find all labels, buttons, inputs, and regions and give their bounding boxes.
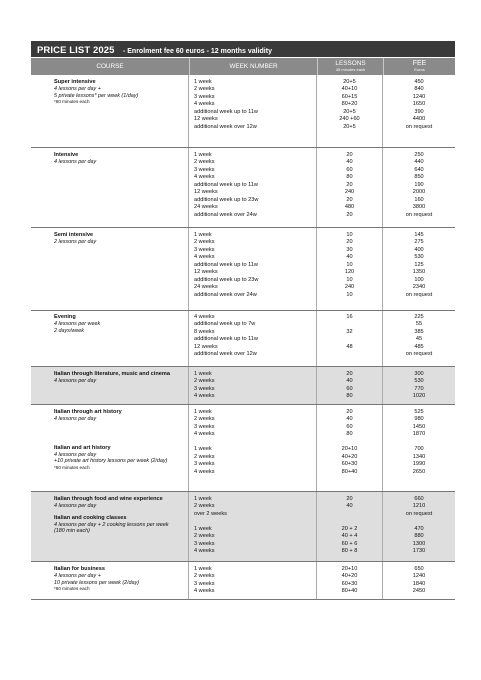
lessons-count: 40 (346, 378, 353, 385)
course-block (31, 148, 455, 228)
course-block (31, 228, 455, 311)
fee-amount: 300 (414, 371, 424, 377)
fee-amount: on request (405, 291, 433, 298)
course-name: Intensive (54, 152, 79, 158)
fee-amount (383, 439, 455, 446)
course-block (31, 492, 455, 562)
lessons-count: 60+30 (341, 461, 358, 468)
page-subtitle: - Enrolment fee 60 euros - 12 months validity (122, 48, 272, 55)
lessons-count: 20 (346, 409, 353, 415)
course-cell (31, 228, 189, 310)
week-number: 2 weeks (194, 416, 215, 423)
lessons-count: 20 (346, 239, 353, 246)
week-number: 4 weeks (194, 468, 215, 475)
lessons-count (317, 518, 382, 525)
fee-amount: 275 (414, 239, 424, 246)
lessons-count: 40 (346, 416, 353, 423)
fee-amount: 980 (414, 416, 424, 423)
week-number: 12 weeks (194, 269, 218, 276)
course-detail: 4 lessons per day (54, 416, 97, 422)
header-lessons (317, 58, 383, 75)
course-description (54, 496, 188, 510)
course-description (54, 566, 188, 592)
lessons-count: 60 (346, 423, 353, 430)
lessons-count: 20+5 (343, 79, 356, 85)
course-cell (31, 405, 189, 491)
course-note: *60 minutes each (54, 586, 90, 592)
week-number-cell (189, 405, 317, 491)
course-detail: (180 min each) (54, 528, 90, 535)
course-description (54, 409, 188, 423)
course-detail: 2 days/week (54, 327, 84, 334)
fee-amount: 700 (414, 446, 424, 453)
lessons-count (317, 511, 382, 518)
week-number: 4 weeks (194, 588, 215, 595)
fee-amount: on request (405, 351, 433, 358)
fee-amount: 1240 (412, 93, 426, 100)
lessons-count: 40 (346, 254, 353, 261)
week-number: additional week up to 23w (194, 196, 259, 203)
week-number: 24 weeks (194, 204, 218, 211)
course-detail: 10 private lessons per week (2/day) (54, 579, 140, 586)
fee-amount: 470 (414, 525, 424, 532)
lessons-count: 20 (346, 211, 353, 218)
lessons-count (317, 351, 382, 358)
fee-amount: 160 (414, 196, 424, 203)
fee-amount: 45 (415, 336, 423, 343)
lessons-count: 20 (346, 496, 353, 502)
course-detail: 4 lessons per week (54, 321, 101, 327)
week-number: 3 weeks (194, 166, 215, 173)
fee-amount: on request (405, 123, 433, 130)
lessons-count: 240 (344, 189, 355, 196)
lessons-cell (317, 311, 383, 366)
week-number: 24 weeks (194, 284, 218, 291)
week-number: 3 weeks (194, 385, 215, 392)
course-name: Italian for business (54, 566, 105, 572)
week-number: 3 weeks (194, 580, 215, 587)
week-number: 3 weeks (194, 461, 215, 468)
course-detail: 4 lessons per day (54, 159, 97, 165)
course-description (54, 152, 188, 166)
week-number: 1 week (194, 232, 212, 238)
fee-cell (383, 367, 455, 404)
lessons-count (317, 321, 382, 328)
fee-amount: 1450 (412, 423, 426, 430)
lessons-count: 10 (346, 291, 353, 298)
week-number: 12 weeks (194, 189, 218, 196)
fee-amount: 1870 (412, 431, 426, 438)
fee-amount: 125 (414, 261, 424, 268)
course-name: Italian through food and wine experience (54, 496, 163, 502)
header-fee-label: FEE (412, 60, 427, 67)
course-description (54, 515, 188, 535)
week-number: 2 weeks (194, 239, 215, 246)
course-block (31, 405, 455, 492)
lessons-cell (317, 562, 383, 599)
week-number: 3 weeks (194, 423, 215, 430)
week-number-cell (189, 311, 317, 366)
lessons-count: 40 (346, 159, 353, 166)
week-number: 8 weeks (194, 328, 215, 335)
lessons-cell (317, 228, 383, 310)
course-cell (31, 562, 189, 599)
fee-amount: 650 (414, 566, 424, 572)
lessons-count: 40+20 (341, 573, 358, 580)
course-cell (31, 75, 189, 147)
course-detail: 4 lessons per day + (54, 86, 101, 92)
lessons-count (317, 439, 382, 446)
course-cell (31, 492, 189, 561)
fee-amount: 1340 (412, 453, 426, 460)
course-name: Italian through art history (54, 409, 122, 415)
course-detail: +10 private art history lessons per week (2/day) (54, 458, 168, 465)
header-week-number: WEEK NUMBER (189, 58, 317, 75)
fee-amount: on request (405, 211, 433, 218)
fee-amount: 250 (414, 152, 424, 158)
fee-amount: 2000 (412, 189, 426, 196)
lessons-count: 20+5 (343, 123, 356, 130)
lessons-count: 40+20 (341, 453, 358, 460)
course-name: Evening (54, 314, 76, 320)
week-number: additional week up to 11w (194, 336, 258, 343)
lessons-count: 20 (346, 152, 353, 158)
week-number: 4 weeks (194, 254, 215, 261)
week-number: 12 weeks (194, 343, 218, 350)
lessons-count: 80+40 (341, 588, 358, 595)
lessons-count: 10 (346, 232, 353, 238)
fee-cell (383, 405, 455, 491)
fee-amount: 1210 (412, 503, 426, 510)
fee-amount: 880 (414, 533, 424, 540)
fee-amount: 145 (414, 232, 424, 238)
lessons-count: 20+10 (341, 566, 358, 572)
week-number (194, 439, 316, 446)
lessons-count: 20 (346, 181, 353, 188)
fee-amount: 530 (414, 254, 424, 261)
week-number-cell (189, 148, 317, 227)
course-description (54, 314, 188, 334)
lessons-count: 16 (346, 314, 353, 320)
course-block (31, 562, 455, 600)
week-number: 1 week (194, 496, 212, 502)
fee-amount: 2340 (412, 284, 426, 291)
fee-amount: 1840 (412, 580, 426, 587)
course-name: Italian and art history (54, 444, 111, 451)
week-number (194, 518, 316, 525)
lessons-cell (317, 75, 383, 147)
fee-amount: on request (405, 510, 433, 517)
lessons-cell (317, 148, 383, 227)
fee-amount: 1240 (412, 573, 426, 580)
course-detail: 5 private lessons* per week (1/day) (54, 92, 139, 99)
week-number: additional week up to 7w (194, 321, 256, 328)
fee-amount: 450 (414, 79, 424, 85)
lessons-count: 60+30 (341, 580, 358, 587)
lessons-count: 120 (344, 269, 355, 276)
course-description (54, 79, 188, 105)
fee-amount: 485 (414, 343, 424, 350)
week-number: additional week over 24w (194, 291, 257, 298)
lessons-count: 80 (346, 393, 353, 400)
fee-amount: 400 (414, 246, 424, 253)
course-description (54, 371, 188, 385)
week-number: additional week over 24w (194, 211, 257, 218)
week-number-cell (189, 75, 317, 147)
course-cell (31, 148, 189, 227)
header-fee-note: Euros (414, 67, 425, 72)
course-description (54, 232, 188, 246)
lessons-count: 240 (344, 284, 355, 291)
fee-amount: 1990 (412, 461, 426, 468)
fee-cell (383, 311, 455, 366)
lessons-count: 20+5 (343, 108, 356, 115)
fee-cell (383, 562, 455, 599)
week-number: 2 weeks (194, 573, 215, 580)
lessons-count: 20 (346, 371, 353, 377)
course-description (54, 445, 188, 471)
week-number-cell (189, 562, 317, 599)
lessons-count: 60+15 (341, 93, 358, 100)
fee-amount: 1020 (412, 393, 426, 400)
week-number: 2 weeks (194, 453, 215, 460)
course-name: Semi intensive (54, 232, 94, 238)
lessons-count: 80+20 (341, 101, 358, 108)
course-block (31, 75, 455, 148)
fee-amount: 530 (414, 378, 424, 385)
course-note: *60 minutes each (54, 99, 90, 105)
lessons-count: 60 + 6 (341, 540, 358, 547)
lessons-count: 240 +60 (339, 116, 360, 123)
week-number: 3 weeks (194, 540, 215, 547)
fee-amount: 440 (414, 159, 424, 166)
lessons-count (317, 336, 382, 343)
lessons-count: 10 (346, 261, 353, 268)
fee-amount: 2450 (412, 588, 426, 595)
lessons-count: 40 (346, 503, 353, 510)
week-number: 4 weeks (194, 431, 215, 438)
fee-amount: 1730 (412, 548, 426, 555)
week-number-cell (189, 228, 317, 310)
week-number: 1 week (194, 79, 212, 85)
week-number: additional week over 12w (194, 351, 257, 358)
week-number: 1 week (194, 409, 212, 415)
lessons-count: 80 (346, 431, 353, 438)
lessons-count: 32 (346, 328, 353, 335)
fee-amount: 385 (414, 328, 424, 335)
lessons-count: 480 (344, 204, 355, 211)
fee-amount: 4400 (412, 116, 426, 123)
week-number: 4 weeks (194, 174, 215, 181)
course-detail: 4 lessons per day (54, 503, 97, 509)
week-number: 1 week (194, 152, 212, 158)
lessons-cell (317, 492, 383, 561)
lessons-count: 80+40 (341, 468, 358, 475)
week-number: 4 weeks (194, 314, 215, 320)
week-number-cell (189, 492, 317, 561)
course-detail: 4 lessons per day (54, 451, 97, 458)
lessons-count: 40+10 (341, 86, 358, 93)
week-number: 2 weeks (194, 159, 215, 166)
week-number: 2 weeks (194, 86, 215, 93)
week-number: 2 weeks (194, 533, 215, 540)
lessons-count: 60 (346, 385, 353, 392)
lessons-count: 30 (346, 246, 353, 253)
fee-amount: 1350 (412, 269, 426, 276)
fee-amount: 390 (414, 108, 424, 115)
fee-amount: 850 (414, 174, 424, 181)
price-list-sheet (31, 41, 455, 600)
fee-amount: 1300 (412, 540, 426, 547)
fee-amount: 225 (414, 314, 424, 320)
fee-cell (383, 492, 455, 561)
lessons-count: 20+10 (341, 446, 358, 453)
fee-amount: 190 (414, 181, 424, 188)
title-bar (31, 41, 455, 57)
fee-amount: 55 (415, 321, 423, 328)
week-number: 1 week (194, 371, 212, 377)
price-table-body (31, 75, 455, 600)
page-title: PRICE LIST 2025 (37, 45, 115, 56)
fee-amount: 770 (414, 385, 424, 392)
course-detail: 4 lessons per day + (54, 573, 101, 579)
fee-cell (383, 228, 455, 310)
week-number: 3 weeks (194, 93, 215, 100)
course-name: Italian and cooking classes (54, 514, 127, 521)
week-number: additional week up to 11w (194, 181, 258, 188)
course-block (31, 367, 455, 405)
course-name: Super intensive (54, 79, 96, 85)
course-note: *60 minutes each (54, 464, 90, 470)
lessons-count: 80 + 8 (341, 548, 358, 555)
fee-amount: 840 (414, 86, 424, 93)
week-number: 1 week (194, 446, 212, 453)
lessons-count: 80 (346, 174, 353, 181)
header-fee (383, 58, 455, 75)
lessons-count: 60 (346, 166, 353, 173)
week-number: 12 weeks (194, 116, 218, 123)
header-lessons-label: LESSONS (335, 60, 366, 67)
fee-amount: 525 (414, 409, 424, 415)
course-block (31, 311, 455, 367)
lessons-count: 40 + 4 (341, 533, 358, 540)
table-header (31, 57, 455, 75)
fee-amount: 640 (414, 166, 424, 173)
fee-amount: 660 (414, 496, 424, 502)
course-detail: 4 lessons per day + 2 cooking lessons per week (54, 521, 169, 528)
week-number: 4 weeks (194, 393, 215, 400)
header-lessons-note: 45 minutes each (335, 67, 366, 72)
week-number: 3 weeks (194, 246, 215, 253)
fee-amount: 3800 (412, 204, 426, 211)
lessons-count: 48 (346, 343, 353, 350)
week-number: additional week over 12w (194, 123, 257, 130)
week-number: 2 weeks (194, 503, 215, 510)
week-number: 2 weeks (194, 378, 215, 385)
fee-cell (383, 148, 455, 227)
fee-amount: 100 (414, 276, 424, 283)
lessons-count: 20 + 2 (341, 525, 358, 532)
fee-cell (383, 75, 455, 147)
fee-amount: 2650 (412, 468, 426, 475)
week-number: additional week up to 23w (194, 276, 259, 283)
week-number: 1 week (194, 525, 212, 532)
course-cell (31, 311, 189, 366)
lessons-cell (317, 367, 383, 404)
course-detail: 2 lessons per day (54, 239, 97, 245)
week-number: 1 week (194, 566, 212, 572)
course-detail: 4 lessons per day (54, 378, 97, 384)
lessons-count: 20 (346, 196, 353, 203)
week-number: additional week up to 11w (194, 261, 258, 268)
fee-amount: 1650 (412, 101, 426, 108)
course-name: Italian through literature, music and cinema (54, 371, 170, 377)
week-number-cell (189, 367, 317, 404)
header-course: COURSE (96, 63, 124, 70)
lessons-count: 10 (346, 276, 353, 283)
week-number: 4 weeks (194, 101, 215, 108)
fee-amount (383, 518, 455, 525)
course-cell (31, 367, 189, 404)
week-number: over 2 weeks (194, 510, 227, 517)
week-number: 4 weeks (194, 548, 215, 555)
week-number: additional week up to 11w (194, 108, 258, 115)
lessons-cell (317, 405, 383, 491)
